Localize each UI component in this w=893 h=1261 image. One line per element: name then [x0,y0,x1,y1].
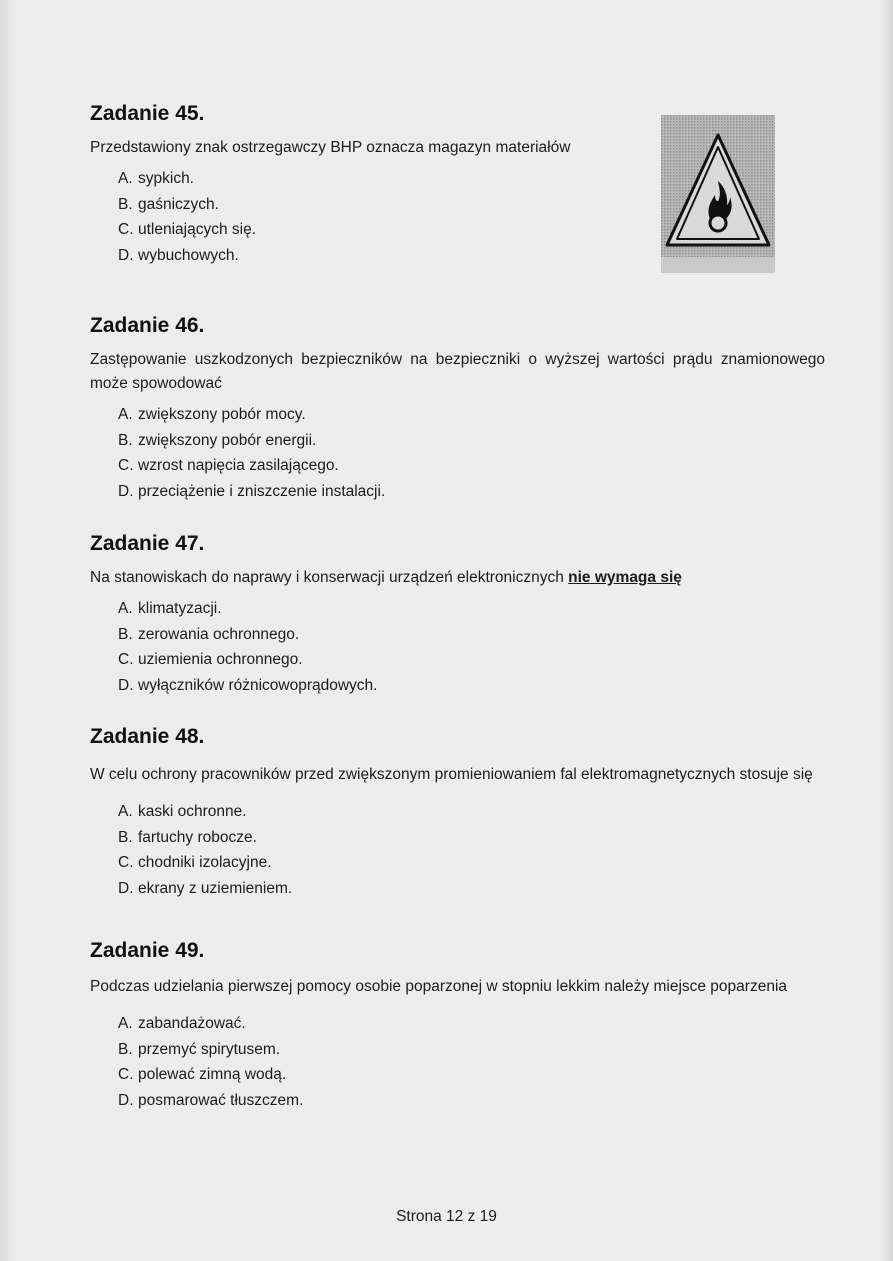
task-47-question-emphasis: nie wymaga się [568,569,682,586]
task-46-question: Zastępowanie uszkodzonych bezpieczników na bezpieczniki o wyższej wartości prądu znamionowego może spowodować [90,351,825,392]
task-46-option-d[interactable] [118,479,825,505]
task-49-option-d[interactable] [118,1088,825,1114]
task-47-option-d[interactable] [118,673,825,699]
option-letter: C. [118,457,134,474]
task-49-title: Zadanie 49. [90,939,205,962]
task-46-option-a[interactable] [118,402,825,428]
option-text: zwiększony pobór mocy. [138,406,306,423]
task-47-option-a[interactable] [118,596,825,622]
task-49-option-b[interactable] [118,1037,825,1063]
task-48-option-b[interactable] [118,825,825,851]
option-text: zabandażować. [138,1015,246,1032]
option-text: zerowania ochronnego. [138,625,300,643]
task-48 [90,723,825,937]
task-48-option-c[interactable] [118,850,825,876]
option-letter: B. [118,431,133,449]
option-letter: A. [118,1015,133,1032]
option-letter: C. [118,854,134,871]
option-letter: D. [118,482,134,500]
option-text: uziemienia ochronnego. [138,651,303,668]
task-49-option-c[interactable] [118,1062,825,1088]
option-letter: B. [118,1040,133,1058]
task-47 [90,530,825,723]
option-letter: D. [118,676,134,694]
task-47-option-c[interactable] [118,647,825,673]
option-letter: D. [118,879,134,897]
task-48-option-a[interactable] [118,799,825,825]
task-47-option-b[interactable] [118,622,825,648]
task-48-options [90,799,825,901]
option-letter: C. [118,221,134,238]
option-letter: A. [118,170,133,187]
task-46-options [90,402,825,504]
option-text: ekrany z uziemieniem. [138,879,293,897]
task-47-options [90,596,825,698]
option-text: wzrost napięcia zasilającego. [138,457,339,474]
task-48-option-d[interactable] [118,876,825,902]
task-46-option-b[interactable] [118,428,825,454]
option-text: sypkich. [138,170,194,187]
task-49-option-a[interactable] [118,1011,825,1037]
option-text: przemyć spirytusem. [138,1040,281,1058]
option-letter: A. [118,600,133,617]
option-text: chodniki izolacyjne. [138,854,272,871]
task-49 [90,937,825,1157]
task-48-title: Zadanie 48. [90,725,205,748]
task-46-title: Zadanie 46. [90,314,205,337]
option-text: wyłączników różnicowoprądowych. [138,676,378,694]
option-text: wybuchowych. [138,246,239,264]
option-letter: C. [118,651,134,668]
task-45-title: Zadanie 45. [90,102,205,125]
option-text: posmarować tłuszczem. [138,1091,304,1109]
option-letter: B. [118,625,133,643]
task-46-option-c[interactable] [118,453,825,479]
option-text: przeciążenie i zniszczenie instalacji. [138,482,386,500]
option-letter: C. [118,1066,134,1083]
task-48-question: W celu ochrony pracowników przed zwiększonym promieniowaniem fal elektromagnetycznych stosuje się [90,766,813,783]
option-letter: B. [118,195,133,213]
option-letter: A. [118,406,133,423]
task-45-question: Przedstawiony znak ostrzegawczy BHP oznacza magazyn materiałów [90,139,571,156]
task-46 [90,312,825,530]
option-letter: D. [118,1091,134,1109]
option-text: gaśniczych. [138,195,219,213]
oxidizing-hazard-triangle-icon [661,115,775,273]
option-letter: A. [118,803,133,820]
option-text: klimatyzacji. [138,600,222,617]
sign-bottom-strip [661,257,775,273]
task-49-question: Podczas udzielania pierwszej pomocy osobie poparzonej w stopniu lekkim należy miejsce poparzenia [90,978,788,995]
option-text: polewać zimną wodą. [138,1066,287,1083]
option-text: utleniających się. [138,221,257,238]
warning-sign-graphic [661,115,775,273]
task-47-title: Zadanie 47. [90,532,205,555]
option-text: kaski ochronne. [138,803,247,820]
task-47-question [90,566,825,590]
option-letter: B. [118,828,133,846]
page-footer: Strona 12 z 19 [396,1208,497,1225]
option-text: fartuchy robocze. [138,828,257,846]
task-47-question-text: Na stanowiskach do naprawy i konserwacji urządzeń elektronicznych [90,569,569,586]
option-text: zwiększony pobór energii. [138,431,317,449]
task-49-options [90,1011,825,1113]
option-letter: D. [118,246,134,264]
